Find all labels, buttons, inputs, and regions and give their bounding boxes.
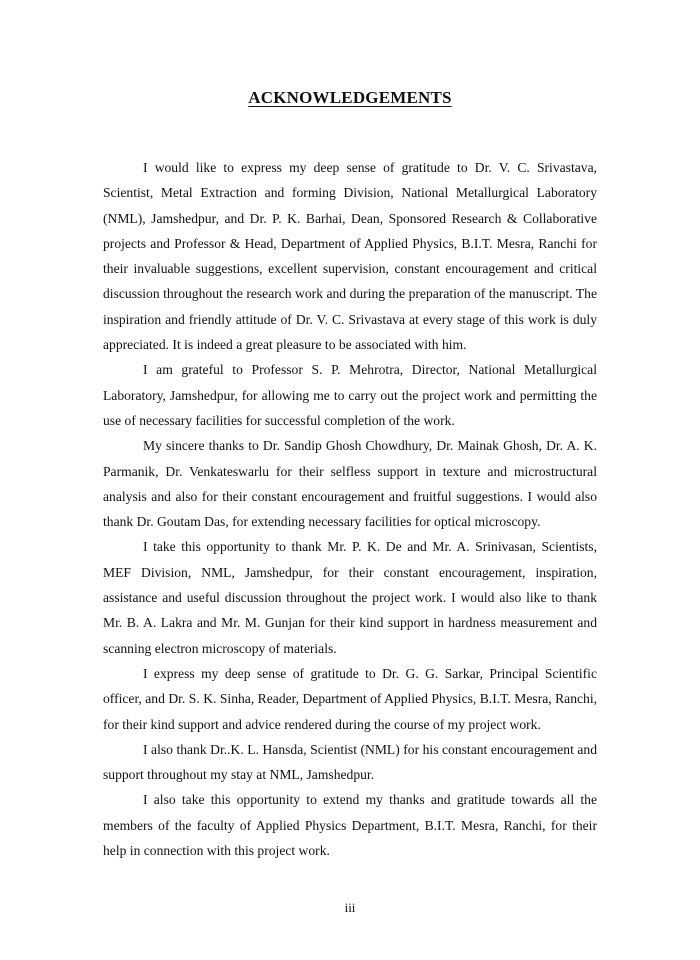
page-number: iii xyxy=(344,900,356,915)
paragraph-5: I express my deep sense of gratitude to Dr. G. G. Sarkar, Principal Scientific officer, and Dr. S. K. Sinha, Reader, Department of Applied Physics, B.I.T. Mesra, Ranchi, for their kind support and advice rendered during the course of my project work. xyxy=(103,665,597,732)
acknowledgement-body xyxy=(103,155,597,863)
paragraph-3: My sincere thanks to Dr. Sandip Ghosh Chowdhury, Dr. Mainak Ghosh, Dr. A. K. Parmanik, Dr. Venkateswarlu for their selfless support in texture and microstructural analysis and also for their constant encouragement and fruitful suggestions. I would also thank Dr. Goutam Das, for extending necessary facilities for optical microscopy. xyxy=(103,438,597,530)
paragraph-6: I also thank Dr..K. L. Hansda, Scientist (NML) for his constant encouragement and support throughout my stay at NML, Jamshedpur. xyxy=(103,741,597,783)
page-title: ACKNOWLEDGEMENTS xyxy=(248,88,452,107)
paragraph-7: I also take this opportunity to extend my thanks and gratitude towards all the members of the faculty of Applied Physics Department, B.I.T. Mesra, Ranchi, for their help in connection with this project work. xyxy=(103,792,597,859)
paragraph-1: I would like to express my deep sense of gratitude to Dr. V. C. Srivastava, Scientist, Metal Extraction and forming Division, National Metallurgical Laboratory (NML), Jamshedpur, and Dr. P. K. Barhai, Dean, Sponsored Research & Collaborative projects and Professor & Head, Department of Applied Physics, B.I.T. Mesra, Ranchi for their invaluable suggestions, excellent supervision, constant encouragement and critical discussion throughout the research work and during the preparation of the manuscript. The inspiration and friendly attitude of Dr. V. C. Srivastava at every stage of this work is duly appreciated. It is indeed a great pleasure to be associated with him. xyxy=(103,160,597,353)
paragraph-4: I take this opportunity to thank Mr. P. K. De and Mr. A. Srinivasan, Scientists, MEF Division, NML, Jamshedpur, for their constant encouragement, inspiration, assistance and useful discussion throughout the project work. I would also like to thank Mr. B. A. Lakra and Mr. M. Gunjan for their kind support in hardness measurement and scanning electron microscopy of materials. xyxy=(103,539,597,656)
paragraph-2: I am grateful to Professor S. P. Mehrotra, Director, National Metallurgical Laboratory, Jamshedpur, for allowing me to carry out the project work and permitting the use of necessary facilities for successful completion of the work. xyxy=(103,362,597,428)
